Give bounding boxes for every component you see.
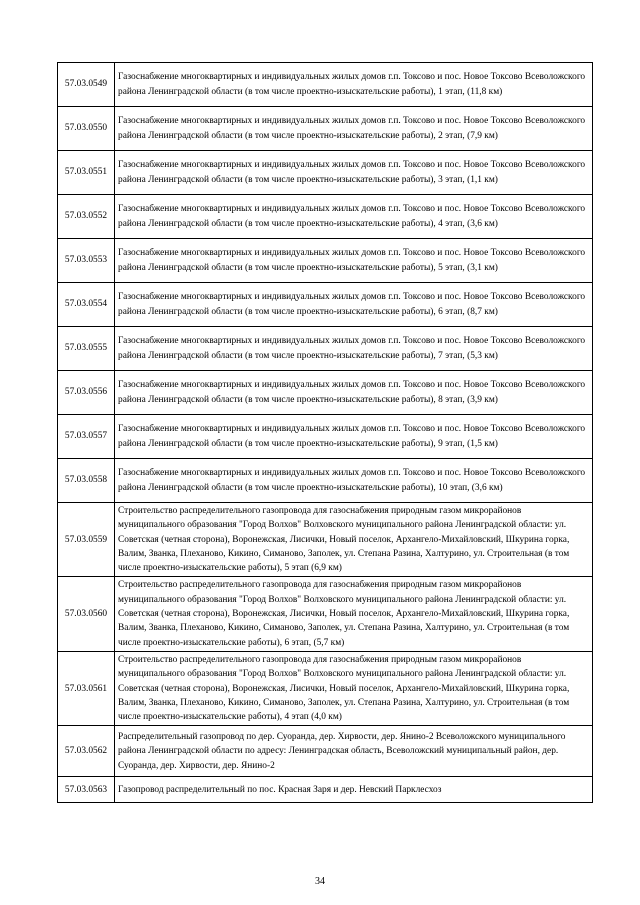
table-row — [58, 239, 593, 283]
row-code: 57.03.0559 — [58, 503, 115, 577]
row-description: Газопровод распределительный по пос. Красная Заря и дер. Невский Парклесхоз — [115, 777, 593, 803]
row-description: Газоснабжение многоквартирных и индивидуальных жилых домов г.п. Токсово и пос. Новое Токсово Всеволожского района Ленинградской области (в том числе проектно-изыскательские работы), 4 этап, (3,6 км) — [115, 195, 593, 239]
row-code: 57.03.0551 — [58, 151, 115, 195]
row-description: Газоснабжение многоквартирных и индивидуальных жилых домов г.п. Токсово и пос. Новое Токсово Всеволожского района Ленинградской области (в том числе проектно-изыскательские работы), 2 этап, (7,9 км) — [115, 107, 593, 151]
row-description: Газоснабжение многоквартирных и индивидуальных жилых домов г.п. Токсово и пос. Новое Токсово Всеволожского района Ленинградской области (в том числе проектно-изыскательские работы), 7 этап, (5,3 км) — [115, 327, 593, 371]
row-description: Газоснабжение многоквартирных и индивидуальных жилых домов г.п. Токсово и пос. Новое Токсово Всеволожского района Ленинградской области (в том числе проектно-изыскательские работы), 1 этап, (11,8 км) — [115, 63, 593, 107]
table-row — [58, 503, 593, 577]
row-code: 57.03.0552 — [58, 195, 115, 239]
table-row — [58, 283, 593, 327]
table-row — [58, 371, 593, 415]
row-code: 57.03.0561 — [58, 651, 115, 725]
table-row — [58, 726, 593, 777]
page-number: 34 — [315, 876, 325, 887]
row-description: Строительство распределительного газопровода для газоснабжения природным газом микрорайонов муниципального образования "Город Волхов" Волховского муниципального района Ленинградской области: ул. Советская (четная сторона), Воронежская, Лисички, Новый поселок, Архангело-Михайловский, Шкурина горка, Валим, Званка, Плеханово, Кикино, Симаново, Заполек, ул. Степана Разина, Халтурино, ул. Строительная (в том числе проектно-изыскательские работы), 6 этап, (5,7 км) — [115, 577, 593, 651]
row-description: Строительство распределительного газопровода для газоснабжения природным газом микрорайонов муниципального образования "Город Волхов" Волховского муниципального района Ленинградской области: ул. Советская (четная сторона), Воронежская, Лисички, Новый поселок, Архангело-Михайловский, Шкурина горка, Валим, Званка, Плеханово, Кикино, Симаново, Заполек, ул. Степана Разина, Халтурино, ул. Строительная (в том числе проектно-изыскательские работы), 4 этап (4,0 км) — [115, 651, 593, 725]
row-code: 57.03.0555 — [58, 327, 115, 371]
row-code: 57.03.0554 — [58, 283, 115, 327]
row-code: 57.03.0563 — [58, 777, 115, 803]
row-description: Газоснабжение многоквартирных и индивидуальных жилых домов г.п. Токсово и пос. Новое Токсово Всеволожского района Ленинградской области (в том числе проектно-изыскательские работы), 10 этап, (3,6 км) — [115, 459, 593, 503]
row-description: Газоснабжение многоквартирных и индивидуальных жилых домов г.п. Токсово и пос. Новое Токсово Всеволожского района Ленинградской области (в том числе проектно-изыскательские работы), 9 этап, (1,5 км) — [115, 415, 593, 459]
table-row — [58, 651, 593, 725]
table-row — [58, 63, 593, 107]
row-description: Газоснабжение многоквартирных и индивидуальных жилых домов г.п. Токсово и пос. Новое Токсово Всеволожского района Ленинградской области (в том числе проектно-изыскательские работы), 6 этап, (8,7 км) — [115, 283, 593, 327]
row-code: 57.03.0560 — [58, 577, 115, 651]
table-row — [58, 151, 593, 195]
table-row — [58, 415, 593, 459]
table-row — [58, 459, 593, 503]
row-code: 57.03.0558 — [58, 459, 115, 503]
table-row — [58, 107, 593, 151]
table-row — [58, 327, 593, 371]
row-code: 57.03.0553 — [58, 239, 115, 283]
registry-table — [57, 62, 593, 803]
table-row — [58, 195, 593, 239]
table-row — [58, 577, 593, 651]
row-description: Строительство распределительного газопровода для газоснабжения природным газом микрорайонов муниципального образования "Город Волхов" Волховского муниципального района Ленинградской области: ул. Советская (четная сторона), Воронежская, Лисички, Новый поселок, Архангело-Михайловский, Шкурина горка, Валим, Званка, Плеханово, Кикино, Симаново, Заполек, ул. Степана Разина, Халтурино, ул. Строительная (в том числе проектно-изыскательские работы), 5 этап (6,9 км) — [115, 503, 593, 577]
row-code: 57.03.0562 — [58, 726, 115, 777]
row-code: 57.03.0557 — [58, 415, 115, 459]
row-code: 57.03.0549 — [58, 63, 115, 107]
row-description: Газоснабжение многоквартирных и индивидуальных жилых домов г.п. Токсово и пос. Новое Токсово Всеволожского района Ленинградской области (в том числе проектно-изыскательские работы), 3 этап, (1,1 км) — [115, 151, 593, 195]
row-code: 57.03.0550 — [58, 107, 115, 151]
row-code: 57.03.0556 — [58, 371, 115, 415]
row-description: Распределительный газопровод по дер. Суоранда, дер. Хирвости, дер. Янино-2 Всеволожского муниципального района Ленинградской области по адресу: Ленинградская область, Всеволожский муниципальный район, дер. Суоранда, дер. Хирвости, дер. Янино-2 — [115, 726, 593, 777]
table-row — [58, 777, 593, 803]
row-description: Газоснабжение многоквартирных и индивидуальных жилых домов г.п. Токсово и пос. Новое Токсово Всеволожского района Ленинградской области (в том числе проектно-изыскательские работы), 5 этап, (3,1 км) — [115, 239, 593, 283]
row-description: Газоснабжение многоквартирных и индивидуальных жилых домов г.п. Токсово и пос. Новое Токсово Всеволожского района Ленинградской области (в том числе проектно-изыскательские работы), 8 этап, (3,9 км) — [115, 371, 593, 415]
